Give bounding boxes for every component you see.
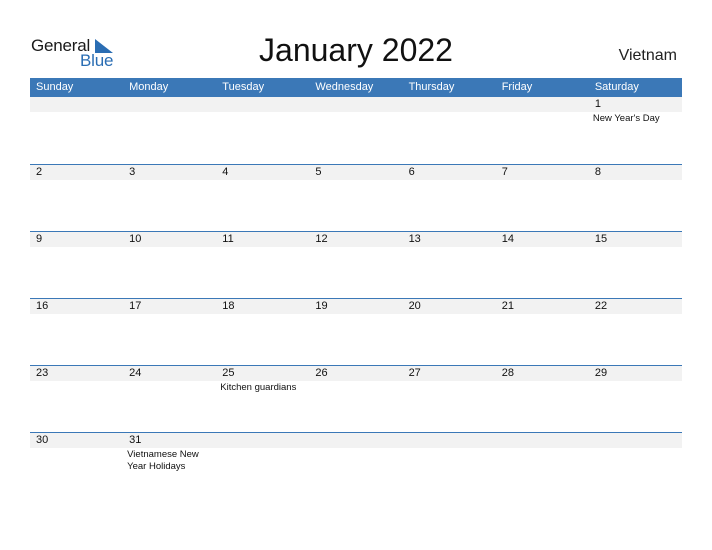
day-number: 19 bbox=[315, 300, 328, 312]
day-cell bbox=[403, 97, 496, 163]
day-cell bbox=[589, 366, 682, 432]
week-row bbox=[30, 164, 682, 231]
day-cell bbox=[30, 366, 123, 432]
day-cell bbox=[589, 299, 682, 365]
week-row bbox=[30, 231, 682, 298]
day-number: 4 bbox=[222, 166, 229, 178]
day-number: 3 bbox=[129, 166, 136, 178]
day-number: 31 bbox=[129, 434, 142, 446]
day-number: 16 bbox=[36, 300, 49, 312]
day-cell bbox=[123, 433, 216, 499]
day-cell bbox=[30, 232, 123, 298]
holiday-label: Kitchen guardians bbox=[220, 382, 297, 393]
calendar-header bbox=[0, 0, 712, 78]
day-cell bbox=[496, 433, 589, 499]
day-cell bbox=[496, 299, 589, 365]
day-cell bbox=[216, 232, 309, 298]
week-cells bbox=[30, 366, 682, 432]
day-cell bbox=[309, 366, 402, 432]
day-cell bbox=[589, 165, 682, 231]
day-cell bbox=[403, 433, 496, 499]
day-cell bbox=[216, 366, 309, 432]
day-number: 25 bbox=[222, 367, 235, 379]
week-row bbox=[30, 298, 682, 365]
day-cell bbox=[403, 366, 496, 432]
day-number: 29 bbox=[594, 367, 608, 379]
day-number: 12 bbox=[315, 233, 328, 245]
day-cell bbox=[309, 232, 402, 298]
week-cells bbox=[30, 165, 682, 231]
day-number: 9 bbox=[36, 233, 43, 245]
day-number: 17 bbox=[129, 300, 142, 312]
day-cell bbox=[123, 299, 216, 365]
holiday-label: Vietnamese New Year Holidays bbox=[127, 449, 199, 472]
day-number: 23 bbox=[36, 367, 49, 379]
day-cell bbox=[30, 165, 123, 231]
day-cell bbox=[30, 97, 123, 163]
weekday-tuesday: Tuesday bbox=[222, 81, 265, 93]
day-cell bbox=[123, 97, 216, 163]
day-cell bbox=[216, 165, 309, 231]
day-cell bbox=[589, 232, 682, 298]
week-cells bbox=[30, 433, 682, 499]
day-cell bbox=[309, 299, 402, 365]
day-number: 1 bbox=[594, 98, 601, 110]
day-number: 30 bbox=[36, 434, 49, 446]
day-cell bbox=[309, 97, 402, 163]
week-cells bbox=[30, 97, 682, 163]
day-cell bbox=[403, 165, 496, 231]
day-cell bbox=[309, 433, 402, 499]
weekday-thursday: Thursday bbox=[408, 81, 455, 93]
week-row bbox=[30, 432, 682, 499]
day-cell bbox=[496, 165, 589, 231]
day-cell bbox=[123, 165, 216, 231]
day-cell bbox=[403, 299, 496, 365]
day-number: 2 bbox=[36, 166, 43, 178]
day-cell bbox=[589, 97, 682, 163]
weekday-header-row bbox=[30, 78, 682, 97]
day-number: 28 bbox=[501, 367, 514, 379]
weekday-sunday: Sunday bbox=[36, 81, 74, 93]
day-number: 15 bbox=[594, 233, 608, 245]
day-number: 18 bbox=[222, 300, 235, 312]
weekday-saturday: Saturday bbox=[594, 81, 639, 93]
day-number: 13 bbox=[408, 233, 421, 245]
day-number: 27 bbox=[408, 367, 421, 379]
day-cell bbox=[496, 97, 589, 163]
week-cells bbox=[30, 232, 682, 298]
day-number: 22 bbox=[594, 300, 608, 312]
weekday-friday: Friday bbox=[501, 81, 533, 93]
day-cell bbox=[216, 299, 309, 365]
logo-text-blue: Blue bbox=[80, 51, 114, 70]
day-number: 10 bbox=[129, 233, 142, 245]
calendar-grid bbox=[30, 97, 682, 499]
day-cell bbox=[216, 97, 309, 163]
day-cell bbox=[589, 433, 682, 499]
day-cell bbox=[403, 232, 496, 298]
day-cell bbox=[30, 433, 123, 499]
weekday-monday: Monday bbox=[129, 81, 169, 93]
week-row bbox=[30, 97, 682, 164]
logo-text-general: General bbox=[31, 36, 91, 55]
holiday-label: New Year's Day bbox=[592, 113, 660, 124]
weekday-wednesday: Wednesday bbox=[315, 81, 374, 93]
day-number: 26 bbox=[315, 367, 328, 379]
day-number: 24 bbox=[129, 367, 142, 379]
day-cell bbox=[30, 299, 123, 365]
day-number: 5 bbox=[315, 166, 322, 178]
day-cell bbox=[496, 366, 589, 432]
day-number: 11 bbox=[222, 233, 234, 245]
day-number: 8 bbox=[594, 166, 601, 178]
day-cell bbox=[216, 433, 309, 499]
day-cell bbox=[496, 232, 589, 298]
day-cell bbox=[123, 232, 216, 298]
day-number: 20 bbox=[408, 300, 421, 312]
day-number: 6 bbox=[408, 166, 415, 178]
day-cell bbox=[123, 366, 216, 432]
country-label: Vietnam bbox=[618, 47, 677, 64]
day-cell bbox=[309, 165, 402, 231]
day-number: 21 bbox=[501, 300, 514, 312]
week-row bbox=[30, 365, 682, 432]
month-title: January 2022 bbox=[259, 32, 453, 68]
day-number: 7 bbox=[501, 166, 508, 178]
day-number: 14 bbox=[501, 233, 514, 245]
week-cells bbox=[30, 299, 682, 365]
